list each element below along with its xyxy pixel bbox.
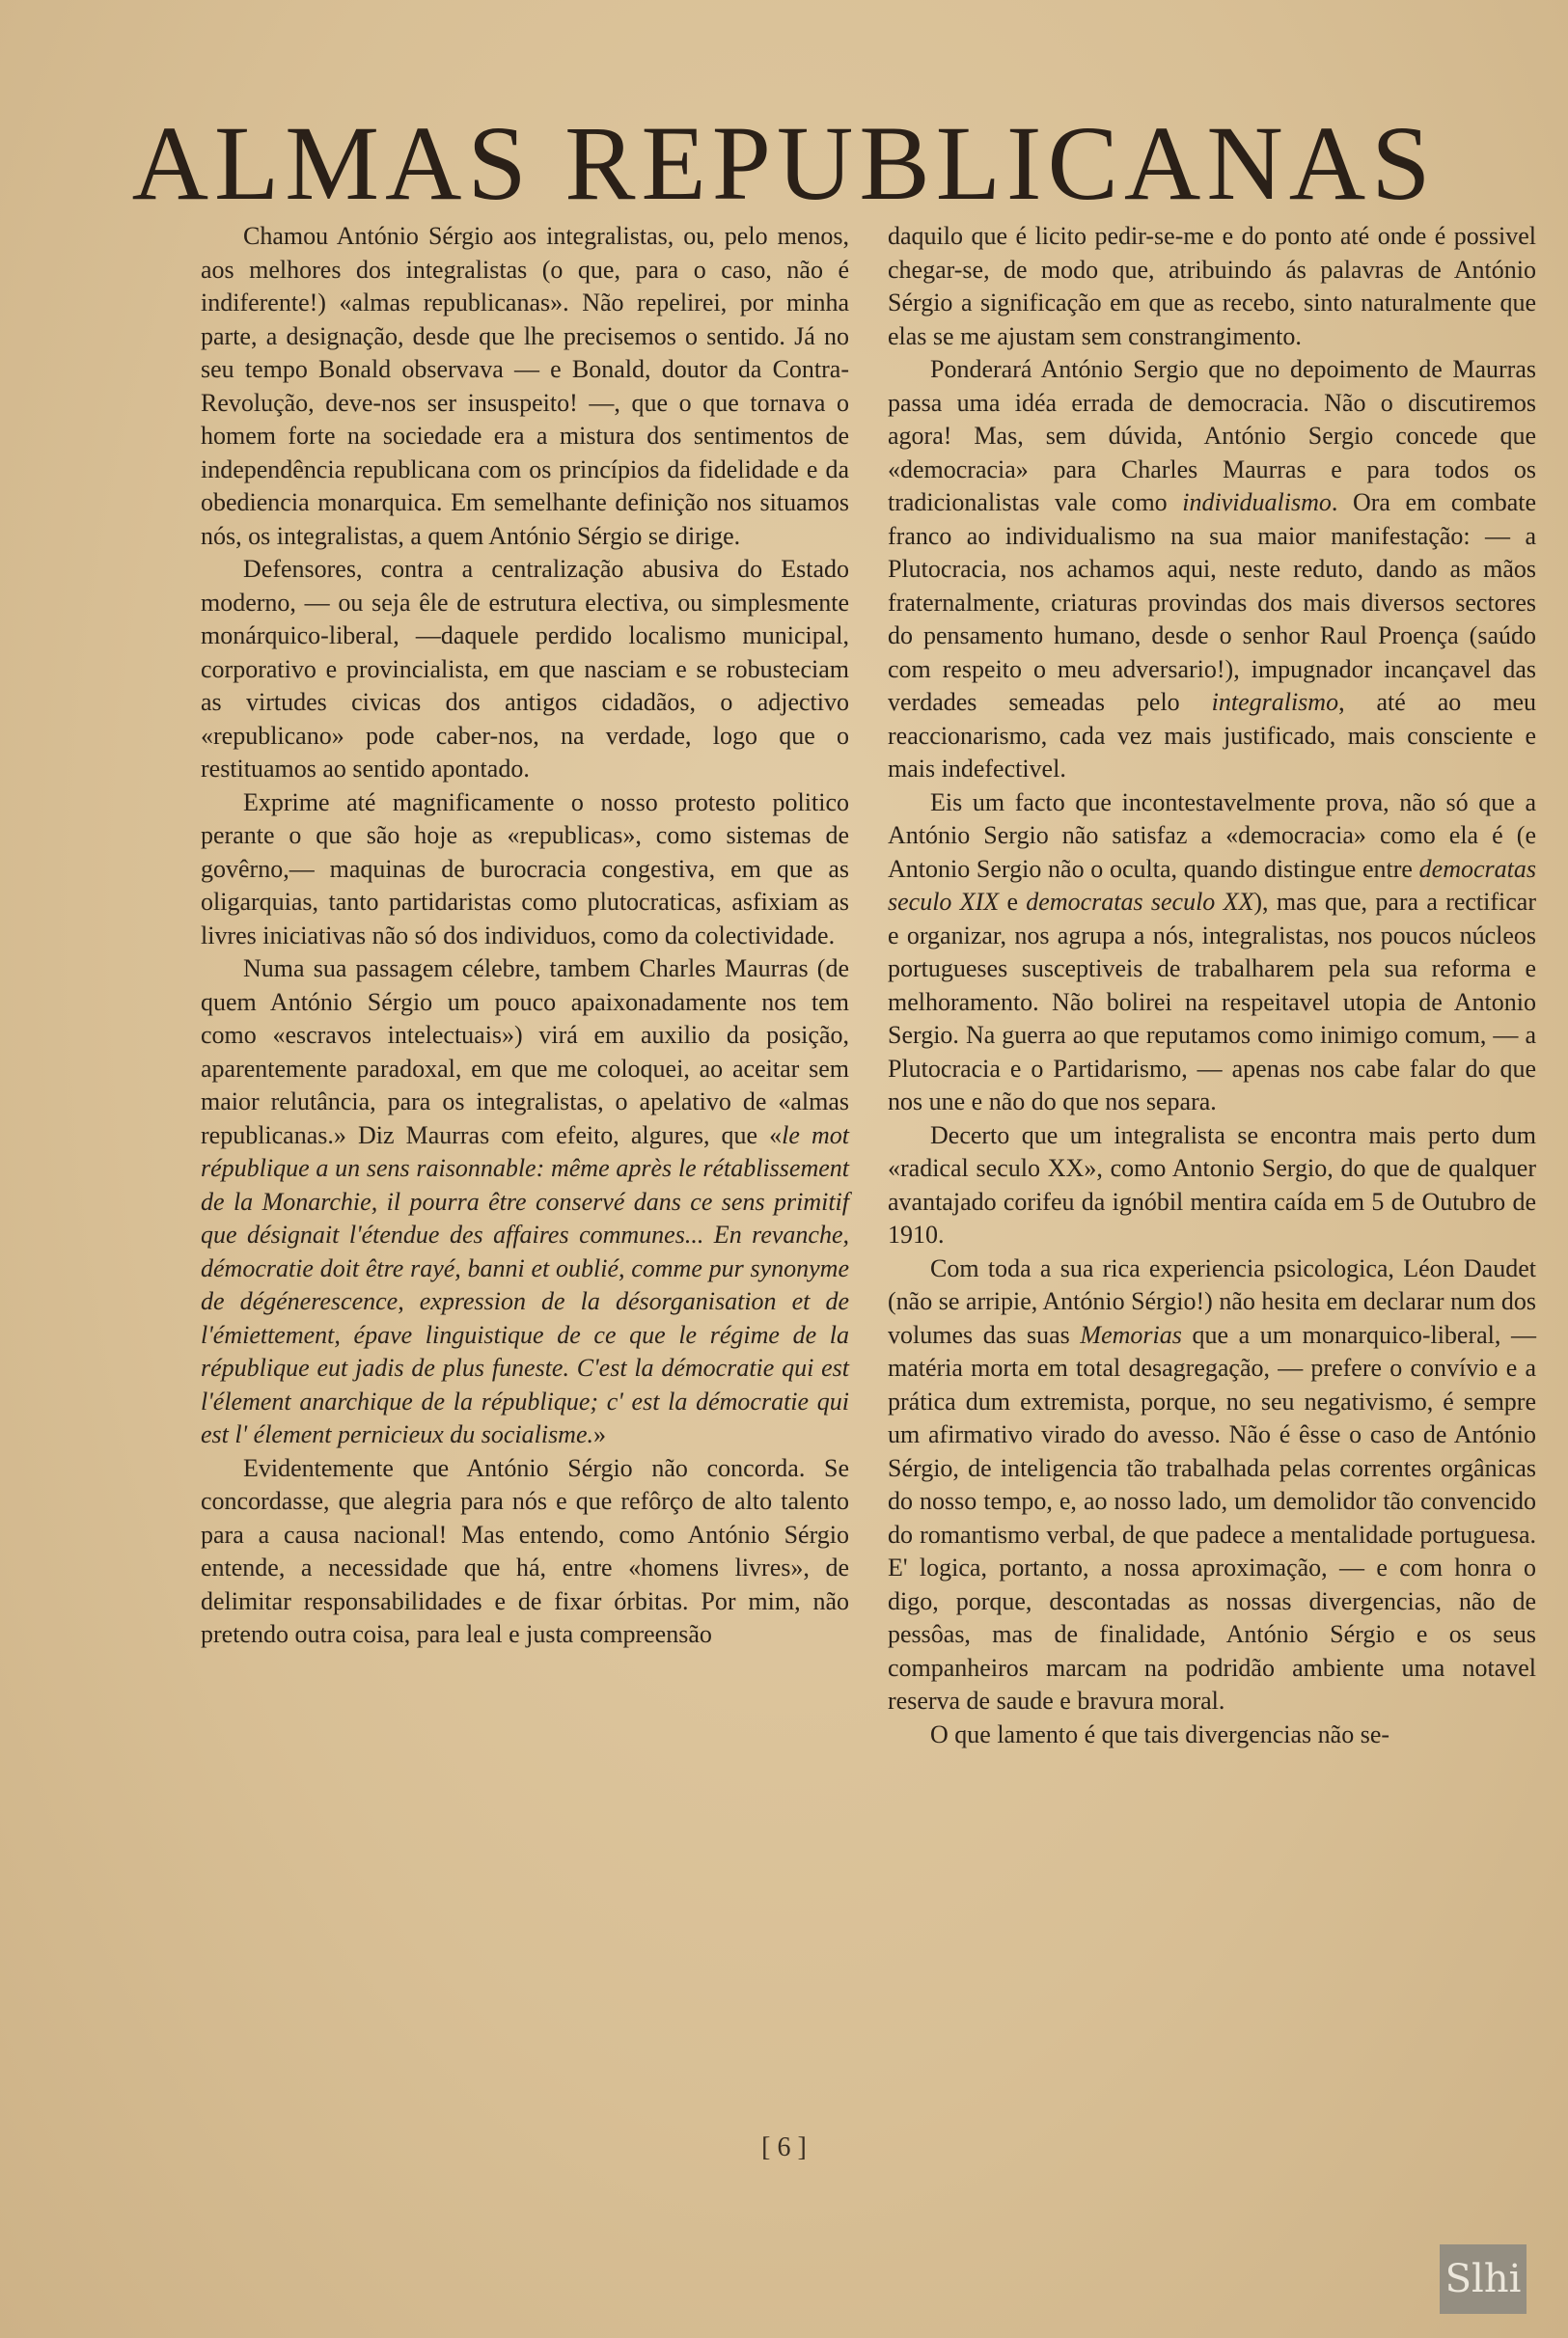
paragraph-text: Eis um facto que incontestavelmente prova, não só que a António Sergio não satisfaz a «democracia» como ela é (e Antonio Sergio não o oculta, quando distingue entre: [888, 787, 1536, 883]
paragraph-text: e: [1006, 888, 1018, 916]
left-column: [201, 220, 849, 1652]
french-quote: le mot république a un sens raisonnable: même après le rétablissement de la Monarchie, il pourra être conservé dans ce sens primitif que désignait l'étendue des affaires communes... En revanche, démocratie doit être rayé, banni et oublié, comme pur synonyme de dégénerescence, expression de la désorganisation et de l'émiettement, épave linguistique de ce que le régime de la république eut jadis de plus funeste. C'est la démocratie qui est l'élement anarchique de la république; c' est la démocratie qui est l' élement pernicieux du socialisme.: [201, 1120, 849, 1448]
paragraph: [888, 1252, 1536, 1719]
paragraph-text: ), mas que, para a rectificar e organizar, nos agrupa a nós, integralistas, nos poucos núcleos portugueses susceptiveis de trabalharem pela sua reforma e melhoramento. Não bolirei na respeitavel utopia de Antonio Sergio. Na guerra ao que reputamos como inimigo comum, — a Plutocracia e o Partidarismo, — apenas nos cabe falar do que nos une e não do que nos separa.: [888, 888, 1537, 1115]
page-number: [ 6 ]: [761, 2132, 807, 2162]
paragraph-text: Ponderará António Sergio que no depoimento de Maurras passa uma idéa errada de democracia. Não o discutiremos agora! Mas, sem dúvida, António Sergio concede que «democracia» para Charles Maurras e para todos os tradicionalistas vale como: [888, 355, 1536, 516]
paragraph-text: , até ao meu reaccionarismo, cada vez mais justificado, mais consciente e mais indefectivel.: [888, 688, 1537, 783]
paragraph-text: que a um monarquico-liberal, — matéria morta em total desagregação, — prefere o convívio e a prática dum extremista, porque, no seu negativismo, é sempre um afirmativo virado do avesso. Não é êsse o caso de António Sérgio, de inteligencia tão trabalhada pelas correntes orgânicas do nosso tempo, e, ao nosso lado, um demolidor tão convencido do romantismo verbal, de que padece a mentalidade portuguesa. E' logica, portanto, a nossa aproximação, — e com honra o digo, porque, descontadas as nossas divergencias, não de pessôas, mas de finalidade, António Sérgio e os seus companheiros marcam na podridão ambiente uma notavel reserva de saude e bravura moral.: [888, 1320, 1537, 1715]
right-column: [888, 220, 1536, 1751]
paragraph: Numa sua passagem célebre, tambem Charles Maurras (de quem António Sérgio um pouco apaixonadamente nos tem como «escravos intelectuais») virá em auxilio da posição, aparentemente paradoxal, em que me coloquei, ao aceitar sem maior relutância, para os integralistas, o apelativo de «almas republicanas.» Diz Maurras com efeito, algures, que «le mot république a un sens raisonnable: même après le rétablissement de la Monarchie, il pourra être conservé dans ce sens primitif que désignait l'étendue des affaires communes... En revanche, démocratie doit être rayé, banni et oublié, comme pur synonyme de dégénerescence, expression de la désorganisation et de l'émiettement, épave linguistique de ce que le régime de la république eut jadis de plus funeste. C'est la démocratie qui est l'élement anarchique de la république; c' est la démocratie qui est l' élement pernicieux du socialisme.»: [201, 954, 849, 1448]
library-logo: Slhi: [1440, 2244, 1527, 2314]
page-title: ALMAS REPUBLICANAS: [131, 103, 1437, 222]
paragraph-text: . Ora em combate franco ao individualismo na sua maior manifestação: — a Plutocracia, nos achamos aqui, neste reduto, dando as mãos fraternalmente, criaturas provindas dos mais diversos sectores do pensamento humano, desde o senhor Raul Proença (saúdo com respeito o meu adversario!), impugnador incançavel das verdades semeadas pelo: [888, 488, 1536, 716]
paragraph: Defensores, contra a centralização abusiva do Estado moderno, — ou seja êle de estrutura electiva, ou simplesmente monárquico-liberal, —daquele perdido localismo municipal, corporativo e provincialista, em que nasciam e se robusteciam as virtudes civicas dos antigos cidadãos, o adjectivo «republicano» pode caber-nos, na verdade, logo que o restituamos ao sentido apontado.: [201, 555, 849, 783]
paragraph: Evidentemente que António Sérgio não concorda. Se concordasse, que alegria para nós e que refôrço de alto talento para a causa nacional! Mas entendo, como António Sérgio entende, a necessidade que há, entre «homens livres», de delimitar responsabilidades e de fixar órbitas. Por mim, não pretendo outra coisa, para leal e justa compreensão: [201, 1453, 849, 1648]
paragraph: daquilo que é licito pedir-se-me e do ponto até onde é possivel chegar-se, de modo que, atribuindo ás palavras de António Sérgio a significação em que as recebo, sinto naturalmente que elas se me ajustam sem constrangimento.: [888, 222, 1536, 350]
paragraph: Exprime até magnificamente o nosso protesto politico perante o que são hoje as «republicas», como sistemas de govêrno,— maquinas de burocracia congestiva, em que as oligarquias, tanto partidaristas como plutocraticas, asfixiam as livres iniciativas não só dos individuos, como da colectividade.: [201, 787, 849, 949]
paragraph: [888, 786, 1536, 1119]
italic-term: individualismo: [1182, 488, 1332, 516]
paragraph-text: Com toda a sua rica experiencia psicologica, Léon Daudet (não se arripie, António Sérgio!) não hesita em declarar num dos volumes das suas: [888, 1253, 1536, 1349]
paragraph: O que lamento é que tais divergencias não se-: [930, 1719, 1390, 1748]
paragraph: [888, 353, 1536, 786]
paragraph: Decerto que um integralista se encontra mais perto dum «radical seculo XX», como Antonio Sergio, do que de qualquer avantajado corifeu da ignóbil mentira caída em 5 de Outubro de 1910.: [888, 1120, 1536, 1249]
italic-term: integralismo: [1211, 688, 1339, 716]
paragraph-text: Numa sua passagem célebre, tambem Charles Maurras (de quem António Sérgio um pouco apaixonadamente nos tem como «escravos intelectuais») virá em auxilio da posição, aparentemente paradoxal, em que me coloquei, ao aceitar sem maior relutância, para os integralistas, o apelativo de «almas republicanas.» Diz Maurras com efeito, algures, que: [201, 954, 849, 1149]
italic-term: democratas seculo XIX: [888, 854, 1536, 916]
italic-term: democratas seculo XX: [1026, 888, 1254, 916]
paragraph: Chamou António Sérgio aos integralistas, ou, pelo menos, aos melhores dos integralistas (o que, para o caso, não é indiferente!) «almas republicanas». Não repelirei, por minha parte, a designação, desde que lhe precisemos o sentido. Já no seu tempo Bonald observava — e Bonald, doutor da Contra-Revolução, deve-nos ser insuspeito! —, que o que tornava o homem forte na sociedade era a mistura dos sentimentos de independência republicana com os princípios da fidelidade e da obediencia monarquica. Em semelhante definição nos situamos nós, os integralistas, a quem António Sérgio se dirige.: [201, 222, 849, 550]
italic-term: Memorias: [1080, 1320, 1182, 1349]
